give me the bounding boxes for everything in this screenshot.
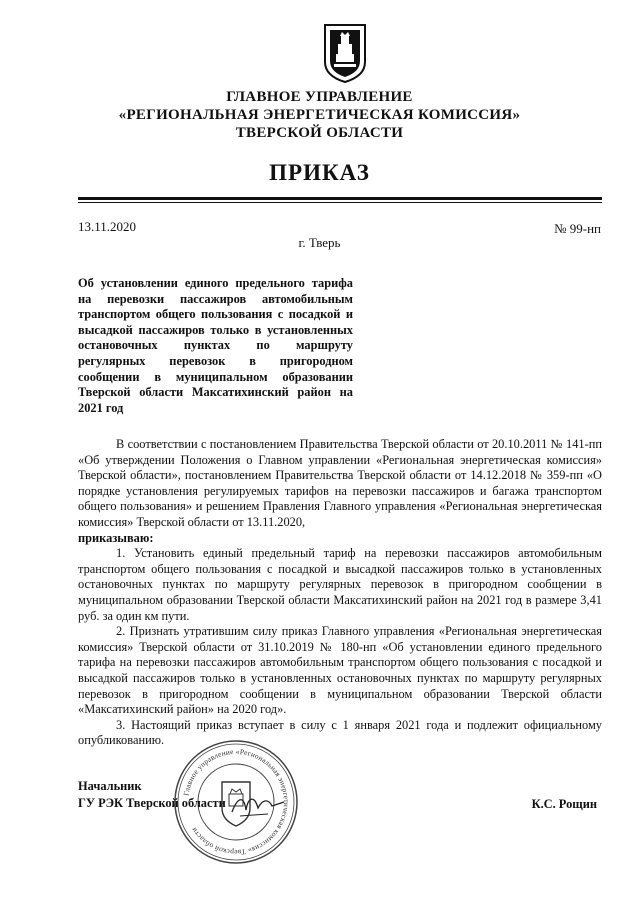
document-date: 13.11.2020 — [78, 219, 137, 234]
signatory-position-line-2: ГУ РЭК Тверской области — [78, 796, 226, 810]
signatory-name: К.С. Рощин — [531, 797, 597, 811]
document-number: № 99-нп — [554, 221, 601, 236]
document-subject: Об установлении единого предельного тарифа на перевозки пассажиров автомобильным транспортом общего пользования с посадкой и высадкой пассажиров только в установленных остановочных пунктах по маршруту регулярных перевозок в пригородном сообщении в муниципальном образовании Тверской области Максатихинский район на 2021 год — [78, 276, 353, 415]
coat-of-arms-icon — [322, 22, 368, 84]
issuer-line-3: ТВЕРСКОЙ ОБЛАСТИ — [235, 125, 404, 141]
preamble-paragraph: В соответствии с постановлением Правительства Тверской области от 20.10.2011 № 141-пп «Об утверждении Положения о Главном управлении «Региональная энергетическая комиссия» Тверской области», постановлением Правительства Тверской области от 14.12.2018 № 359-пп «О порядке установления регулируемых тарифов на перевозки пассажиров и багажа транспортом общего пользования» и решением Правления Главного управления «Региональная энергетическая комиссия» Тверской области от 13.11.2020, — [78, 437, 602, 529]
signatory-position — [78, 778, 226, 812]
document-type: ПРИКАЗ — [269, 160, 370, 185]
order-item-1: 1. Установить единый предельный тариф на перевозки пассажиров автомобильным транспортом общего пользования с посадкой и высадкой пассажиров только в установленных остановочных пунктах по маршруту регулярных перевозок в пригородном сообщении в муниципальном образовании Тверской области Максатихинский район на 2021 год в размере 3,41 руб. за один км пути. — [78, 546, 602, 623]
orders-word: приказываю: — [78, 530, 154, 545]
seal-text: Главное управление «Региональная энергетическая комиссия» Тверской области — [181, 746, 292, 858]
header-divider-thick — [78, 197, 602, 200]
issuer-line-1: ГЛАВНОЕ УПРАВЛЕНИЕ — [226, 89, 413, 105]
handwritten-signature — [228, 790, 288, 820]
issuer-line-2: «РЕГИОНАЛЬНАЯ ЭНЕРГЕТИЧЕСКАЯ КОМИССИЯ» — [118, 107, 521, 123]
document-body — [78, 437, 602, 749]
order-item-3: 3. Настоящий приказ вступает в силу с 1 января 2021 года и подлежит официальному опубликованию. — [78, 717, 602, 748]
header-divider-thin — [78, 202, 602, 203]
order-item-2: 2. Признать утратившим силу приказ Главного управления «Региональная энергетическая комиссия» Тверской области от 31.10.2019 № 180-нп «Об установлении единого предельного тарифа на перевозки пассажиров автомобильным транспортом общего пользования с посадкой и высадкой пассажиров только в установленных остановочных пунктах по маршруту регулярных перевозок в пригородном сообщении в муниципальном образовании Тверской области «Максатихинский район» на 2020 год». — [78, 624, 602, 717]
document-city: г. Тверь — [298, 235, 341, 250]
signatory-position-line-1: Начальник — [78, 779, 142, 793]
